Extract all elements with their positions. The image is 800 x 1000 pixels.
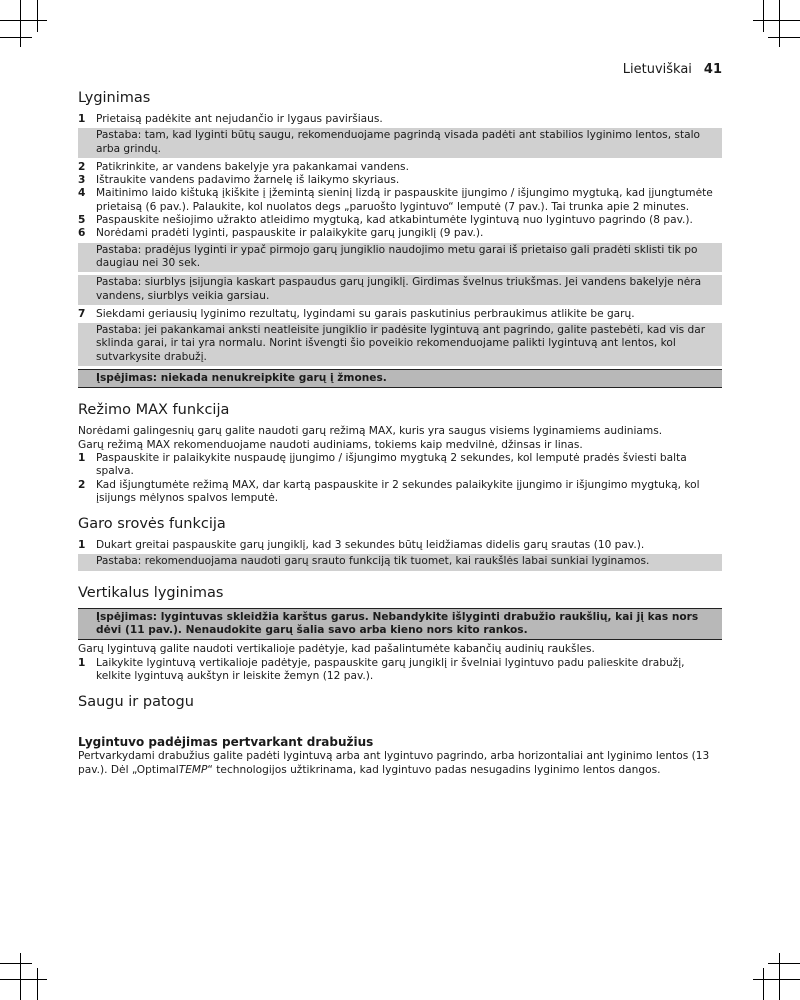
page-content bbox=[78, 89, 722, 777]
step-number: 1 bbox=[78, 451, 86, 464]
section-title-saugu: Saugu ir patogu bbox=[78, 694, 194, 711]
step-1 bbox=[78, 452, 722, 479]
header-language: Lietuviškai bbox=[622, 62, 692, 77]
step-text: Ištraukite vandens padavimo žarnelę iš laikymo skyriaus. bbox=[96, 174, 400, 187]
warning-box: Įspėjimas: niekada nenukreipkite garų į žmones. bbox=[78, 369, 722, 388]
step-2 bbox=[78, 161, 722, 174]
crop-mark bbox=[753, 20, 800, 21]
page-header bbox=[623, 62, 722, 77]
step-1 bbox=[78, 657, 722, 684]
page-number: 41 bbox=[703, 62, 722, 77]
crop-mark bbox=[768, 37, 800, 38]
step-number: 2 bbox=[78, 478, 86, 491]
note-box: Pastaba: rekomenduojama naudoti garų srauto funkciją tik tuomet, kai raukšlės labai sunkiai lyginamos. bbox=[78, 554, 722, 570]
step-4 bbox=[78, 187, 722, 214]
paragraph-text: “ technologijos užtikrinama, kad lygintuvo padas nesugadins lyginimo lentos dangos. bbox=[207, 763, 661, 776]
paragraph bbox=[78, 750, 722, 777]
brand-text: TEMP bbox=[178, 763, 208, 776]
crop-mark bbox=[763, 968, 764, 1000]
step-text: Paspauskite ir palaikykite nuspaudę įjungimo / išjungimo mygtuką 2 sekundes, kol lemputė pradės šviesti balta spalva. bbox=[96, 451, 687, 478]
step-number: 1 bbox=[78, 656, 86, 669]
crop-mark bbox=[763, 0, 764, 32]
step-number: 6 bbox=[78, 227, 86, 240]
step-1 bbox=[78, 113, 722, 126]
step-1 bbox=[78, 539, 722, 552]
warning-box: Įspėjimas: lygintuvas skleidžia karštus garus. Nebandykite išlyginti drabužio raukšlių, kai jį kas nors dėvi (11 pav.). Nenaudokite garų šalia savo arba kieno nors kito rankos. bbox=[78, 608, 722, 641]
step-number: 5 bbox=[78, 214, 86, 227]
crop-mark bbox=[753, 979, 800, 980]
note-box: Pastaba: pradėjus lyginti ir ypač pirmojo garų jungiklio naudojimo metu garai iš prietaiso gali pradėti sklisti tik po daugiau nei 30 sek. bbox=[78, 243, 722, 273]
section-title-lyginimas: Lyginimas bbox=[78, 90, 151, 106]
crop-mark bbox=[20, 953, 21, 1000]
step-text: Kad išjungtumėte režimą MAX, dar kartą paspauskite ir 2 sekundes palaikykite įjungimo ir išjungimo mygtuką, kol įsijungs mėlynos spalvos lemputė. bbox=[96, 478, 700, 504]
step-7 bbox=[78, 308, 722, 321]
crop-mark bbox=[779, 953, 780, 1000]
crop-mark bbox=[0, 979, 47, 980]
step-number: 4 bbox=[78, 187, 86, 200]
step-number: 2 bbox=[78, 160, 86, 173]
note-box: Pastaba: jei pakankamai anksti neatleisite jungiklio ir padėsite lygintuvą ant pagrindo, galite pastebėti, kad vis dar sklinda garai, ir tai yra normalu. Norint išvengti šio poveikio rekomenduojame palikti lygintuvą ant lentos, kol sutvarkysite drabužį. bbox=[78, 323, 722, 366]
paragraph: Garų režimą MAX rekomenduojame naudoti audiniams, tokiems kaip medvilnė, džinsas ir linas. bbox=[78, 438, 583, 451]
crop-mark bbox=[37, 0, 38, 32]
step-text: Laikykite lygintuvą vertikalioje padėtyje, paspauskite garų jungiklį ir švelniai lygintuvo padu palieskite drabužį, kelkite lygintuvą aukštyn ir leiskite žemyn (12 pav.). bbox=[96, 656, 685, 682]
step-2 bbox=[78, 479, 722, 506]
section-title-max: Režimo MAX funkcija bbox=[78, 402, 230, 419]
paragraph: Norėdami galingesnių garų galite naudoti garų režimą MAX, kuris yra saugus visiems lyginamiems audiniams. bbox=[78, 425, 663, 438]
subsection-title: Lygintuvo padėjimas pertvarkant drabužius bbox=[78, 735, 374, 750]
crop-mark bbox=[779, 0, 780, 47]
step-text: Patikrinkite, ar vandens bakelyje yra pakankamai vandens. bbox=[96, 160, 409, 173]
step-text: Prietaisą padėkite ant nejudančio ir lygaus paviršiaus. bbox=[96, 113, 383, 125]
step-number: 7 bbox=[78, 307, 86, 320]
note-box: Pastaba: tam, kad lyginti būtų saugu, rekomenduojame pagrindą visada padėti ant stabilios lyginimo lentos, stalo arba grindų. bbox=[78, 128, 722, 158]
step-3 bbox=[78, 174, 722, 187]
crop-mark bbox=[0, 963, 32, 964]
step-number: 1 bbox=[78, 539, 86, 552]
section-title-garo-srove: Garo srovės funkcija bbox=[78, 516, 226, 533]
paragraph: Garų lygintuvą galite naudoti vertikalioje padėtyje, kad pašalintumėte kabančių audinių raukšles. bbox=[78, 643, 595, 656]
step-text: Paspauskite nešiojimo užrakto atleidimo mygtuką, kad atkabintumėte lygintuvą nuo lygintuvo pagrindo (8 pav.). bbox=[96, 214, 693, 227]
step-text: Dukart greitai paspauskite garų jungiklį, kad 3 sekundes būtų leidžiamas didelis garų srautas (10 pav.). bbox=[96, 539, 645, 552]
step-6 bbox=[78, 227, 722, 240]
section-title-vertikalus: Vertikalus lyginimas bbox=[78, 584, 224, 601]
step-5 bbox=[78, 214, 722, 227]
step-text: Siekdami geriausių lyginimo rezultatų, lygindami su garais paskutinius perbraukimus atlikite be garų. bbox=[96, 307, 635, 320]
note-box: Pastaba: siurblys įsijungia kaskart paspaudus garų jungiklį. Girdimas švelnus triukšmas. Jei vandens bakelyje nėra vandens, siurblys veikia garsiau. bbox=[78, 275, 722, 305]
step-text: Maitinimo laido kištuką įkiškite į įžemintą sieninį lizdą ir paspauskite įjungimo / išjungimo mygtuką, kad įjungtumėte prietaisą (6 pav.). Palaukite, kol nuolatos degs „paruošto lygintuvo“ lemputė (7 pav.). Tai trunka apie 2 minutes. bbox=[96, 187, 713, 213]
crop-mark bbox=[0, 37, 32, 38]
crop-mark bbox=[20, 0, 21, 47]
step-text: Norėdami pradėti lyginti, paspauskite ir palaikykite garų jungiklį (9 pav.). bbox=[96, 227, 484, 240]
crop-mark bbox=[0, 20, 47, 21]
crop-mark bbox=[768, 963, 800, 964]
step-number: 3 bbox=[78, 174, 86, 187]
step-number: 1 bbox=[78, 113, 86, 125]
paragraph-text: Pertvarkydami drabužius galite padėti lygintuvą arba ant lygintuvo pagrindo, arba horizontaliai ant lyginimo lentos (13 pav.). Dėl „Optimal bbox=[78, 750, 710, 776]
crop-mark bbox=[37, 968, 38, 1000]
